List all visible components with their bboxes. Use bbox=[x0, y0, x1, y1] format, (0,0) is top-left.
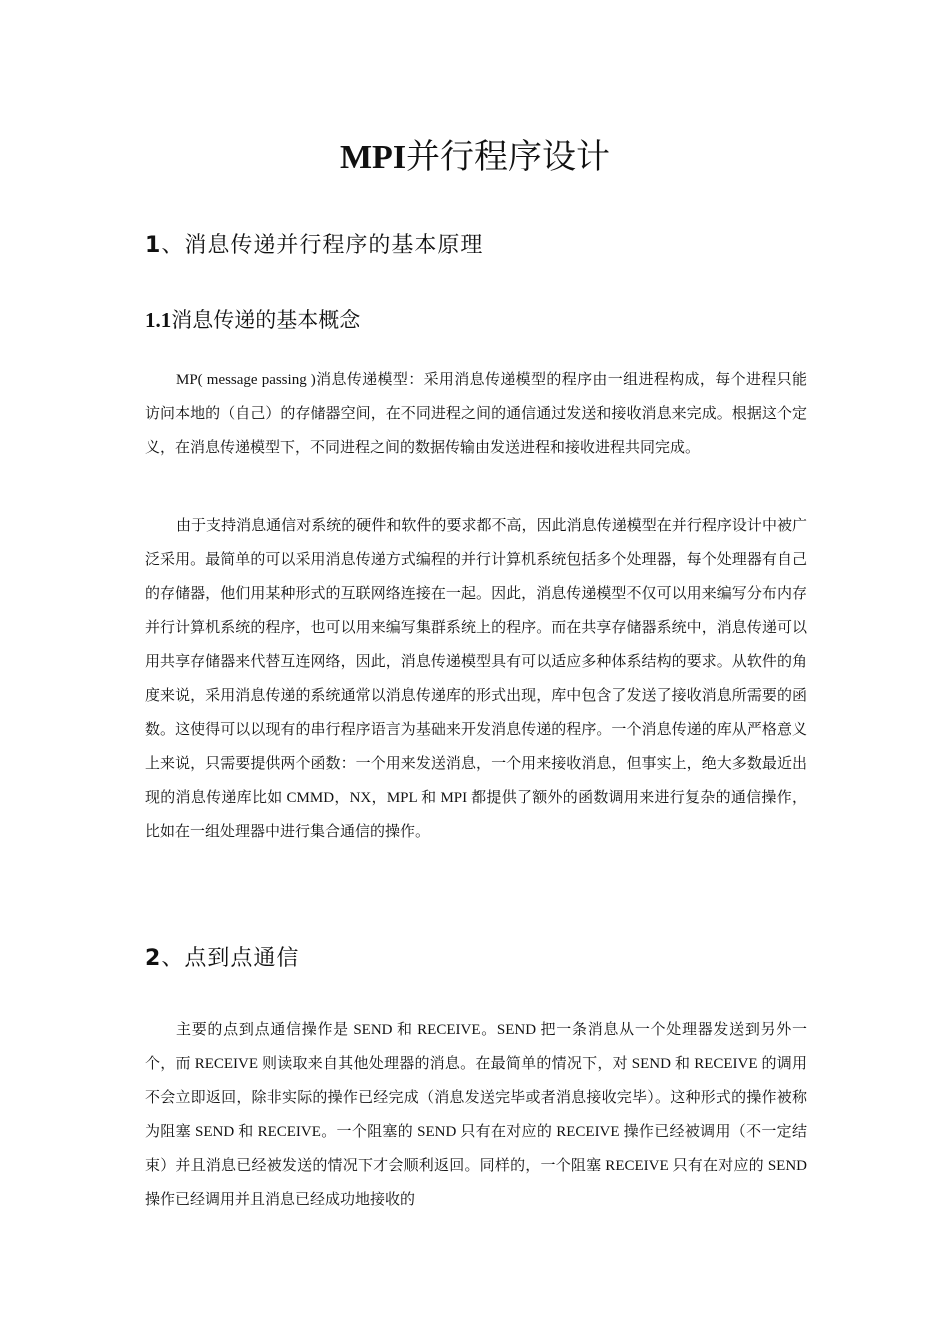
section-1-1-heading bbox=[145, 305, 360, 335]
section-2-title: 、点到点通信 bbox=[161, 946, 300, 971]
paragraph-point-to-point: 主要的点到点通信操作是 SEND 和 RECEIVE。SEND 把一条消息从一个处理器发送到另外一个，而 RECEIVE 则读取来自其他处理器的消息。在最简单的情况下，对 SEND 和 RECEIVE 的调用不会立即返回，除非实际的操作已经完成（消息发送完毕或者消息接收完毕）。这种形式的操作被称为阻塞 SEND 和 RECEIVE。一个阻塞的 SEND 只有在对应的 RECEIVE 操作已经被调用（不一定结束）并且消息已经被发送的情况下才会顺利返回。同样的，一个阻塞 RECEIVE 只有在对应的 SEND 操作已经调用并且消息已经成功地接收的 bbox=[145, 1022, 807, 1208]
section-1-number: 1 bbox=[145, 233, 162, 258]
document-title bbox=[0, 134, 950, 182]
section-2-heading bbox=[145, 943, 299, 975]
section-2-number: 2 bbox=[145, 946, 162, 971]
document-title-latin: MPI bbox=[339, 139, 407, 176]
section-1-1-title: 消息传递的基本概念 bbox=[171, 308, 361, 332]
paragraph-mp-definition: MP( message passing )消息传递模型：采用消息传递模型的程序由一组进程构成，每个进程只能访问本地的（自己）的存储器空间，在不同进程之间的通信通过发送和接收消息来完成。根据这个定义，在消息传递模型下，不同进程之间的数据传输由发送进程和接收进程共同完成。 bbox=[145, 372, 807, 456]
section-1-title: 、消息传递并行程序的基本原理 bbox=[161, 233, 484, 258]
section-1-1-number: 1.1 bbox=[145, 308, 172, 332]
paragraph-mp-usage: 由于支持消息通信对系统的硬件和软件的要求都不高，因此消息传递模型在并行程序设计中被广泛采用。最简单的可以采用消息传递方式编程的并行计算机系统包括多个处理器，每个处理器有自己的存储器，他们用某种形式的互联网络连接在一起。因此，消息传递模型不仅可以用来编写分布内存并行计算机系统的程序，也可以用来编写集群系统上的程序。而在共享存储器系统中，消息传递可以用共享存储器来代替互连网络，因此，消息传递模型具有可以适应多种体系结构的要求。从软件的角度来说，采用消息传递的系统通常以消息传递库的形式出现，库中包含了发送了接收消息所需要的函数。这使得可以以现有的串行程序语言为基础来开发消息传递的程序。一个消息传递的库从严格意义上来说，只需要提供两个函数：一个用来发送消息，一个用来接收消息，但事实上，绝大多数最近出现的消息传递库比如 CMMD，NX，MPL 和 MPI 都提供了额外的函数调用来进行复杂的通信操作，比如在一组处理器中进行集合通信的操作。 bbox=[145, 518, 807, 840]
document-title-cjk: 并行程序设计 bbox=[406, 139, 611, 176]
section-1-heading bbox=[145, 230, 483, 262]
